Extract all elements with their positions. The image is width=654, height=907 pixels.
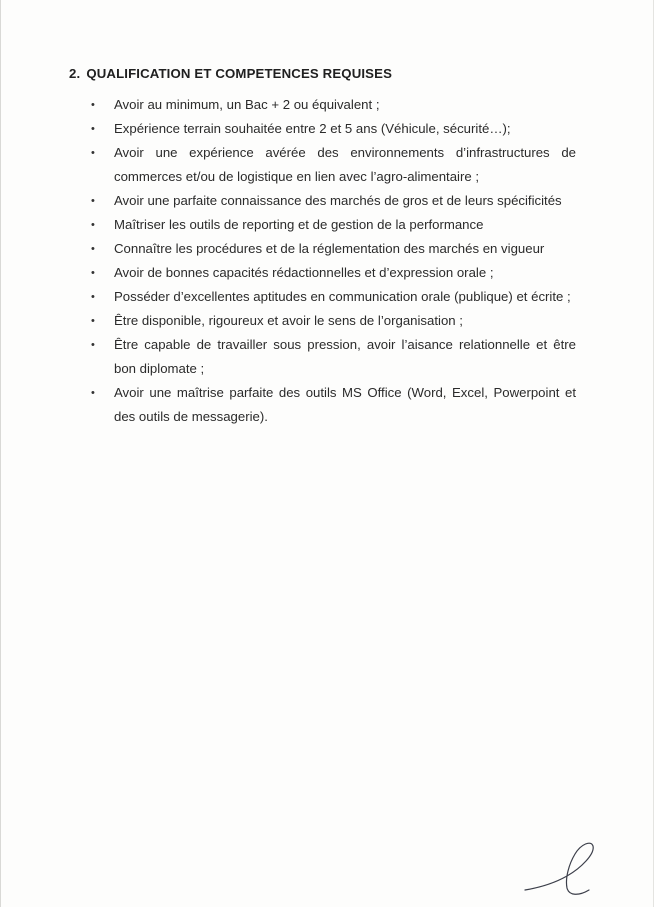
list-item-text: Connaître les procédures et de la réglementation des marchés en vigueur bbox=[114, 241, 545, 256]
list-item-text: Maîtriser les outils de reporting et de gestion de la performance bbox=[114, 217, 484, 232]
list-item-text: Posséder d’excellentes aptitudes en communication orale (publique) et écrite ; bbox=[114, 289, 571, 304]
list-item-text: Être capable de travailler sous pression, avoir l’aisance relationnelle et être bon diplomate ; bbox=[114, 337, 576, 376]
bullet-icon: • bbox=[91, 315, 95, 327]
list-item bbox=[86, 333, 576, 381]
list-item bbox=[86, 141, 576, 189]
list-item-text: Avoir de bonnes capacités rédactionnelles et d’expression orale ; bbox=[114, 265, 494, 280]
bullet-icon: • bbox=[91, 267, 95, 279]
bullet-icon: • bbox=[91, 291, 95, 303]
bullet-icon: • bbox=[91, 243, 95, 255]
list-item-text: Avoir au minimum, un Bac + 2 ou équivalent ; bbox=[114, 97, 380, 112]
list-item bbox=[86, 261, 576, 285]
list-item-text: Avoir une parfaite connaissance des marchés de gros et de leurs spécificités bbox=[114, 193, 562, 208]
list-item bbox=[86, 189, 576, 213]
bullet-icon: • bbox=[91, 387, 95, 399]
section-heading bbox=[69, 66, 392, 81]
list-item-text: Avoir une expérience avérée des environnements d’infrastructures de commerces et/ou de logistique en lien avec l’agro-alimentaire ; bbox=[114, 145, 576, 184]
bullet-icon: • bbox=[91, 99, 95, 111]
requirements-list bbox=[86, 93, 576, 429]
list-item bbox=[86, 93, 576, 117]
list-item bbox=[86, 381, 576, 429]
bullet-icon: • bbox=[91, 195, 95, 207]
list-item bbox=[86, 117, 576, 141]
bullet-icon: • bbox=[91, 123, 95, 135]
list-item-text: Avoir une maîtrise parfaite des outils MS Office (Word, Excel, Powerpoint et des outils de messagerie). bbox=[114, 385, 576, 424]
list-item bbox=[86, 309, 576, 333]
list-item-text: Être disponible, rigoureux et avoir le sens de l’organisation ; bbox=[114, 313, 463, 328]
list-item bbox=[86, 213, 576, 237]
section-title: QUALIFICATION ET COMPETENCES REQUISES bbox=[86, 66, 393, 81]
section-number: 2. bbox=[69, 66, 81, 81]
bullet-icon: • bbox=[91, 219, 95, 231]
signature-icon bbox=[523, 840, 601, 898]
bullet-icon: • bbox=[91, 147, 95, 159]
list-item bbox=[86, 285, 576, 309]
list-item bbox=[86, 237, 576, 261]
list-item-text: Expérience terrain souhaitée entre 2 et 5 ans (Véhicule, sécurité…); bbox=[114, 121, 511, 136]
bullet-icon: • bbox=[91, 339, 95, 351]
